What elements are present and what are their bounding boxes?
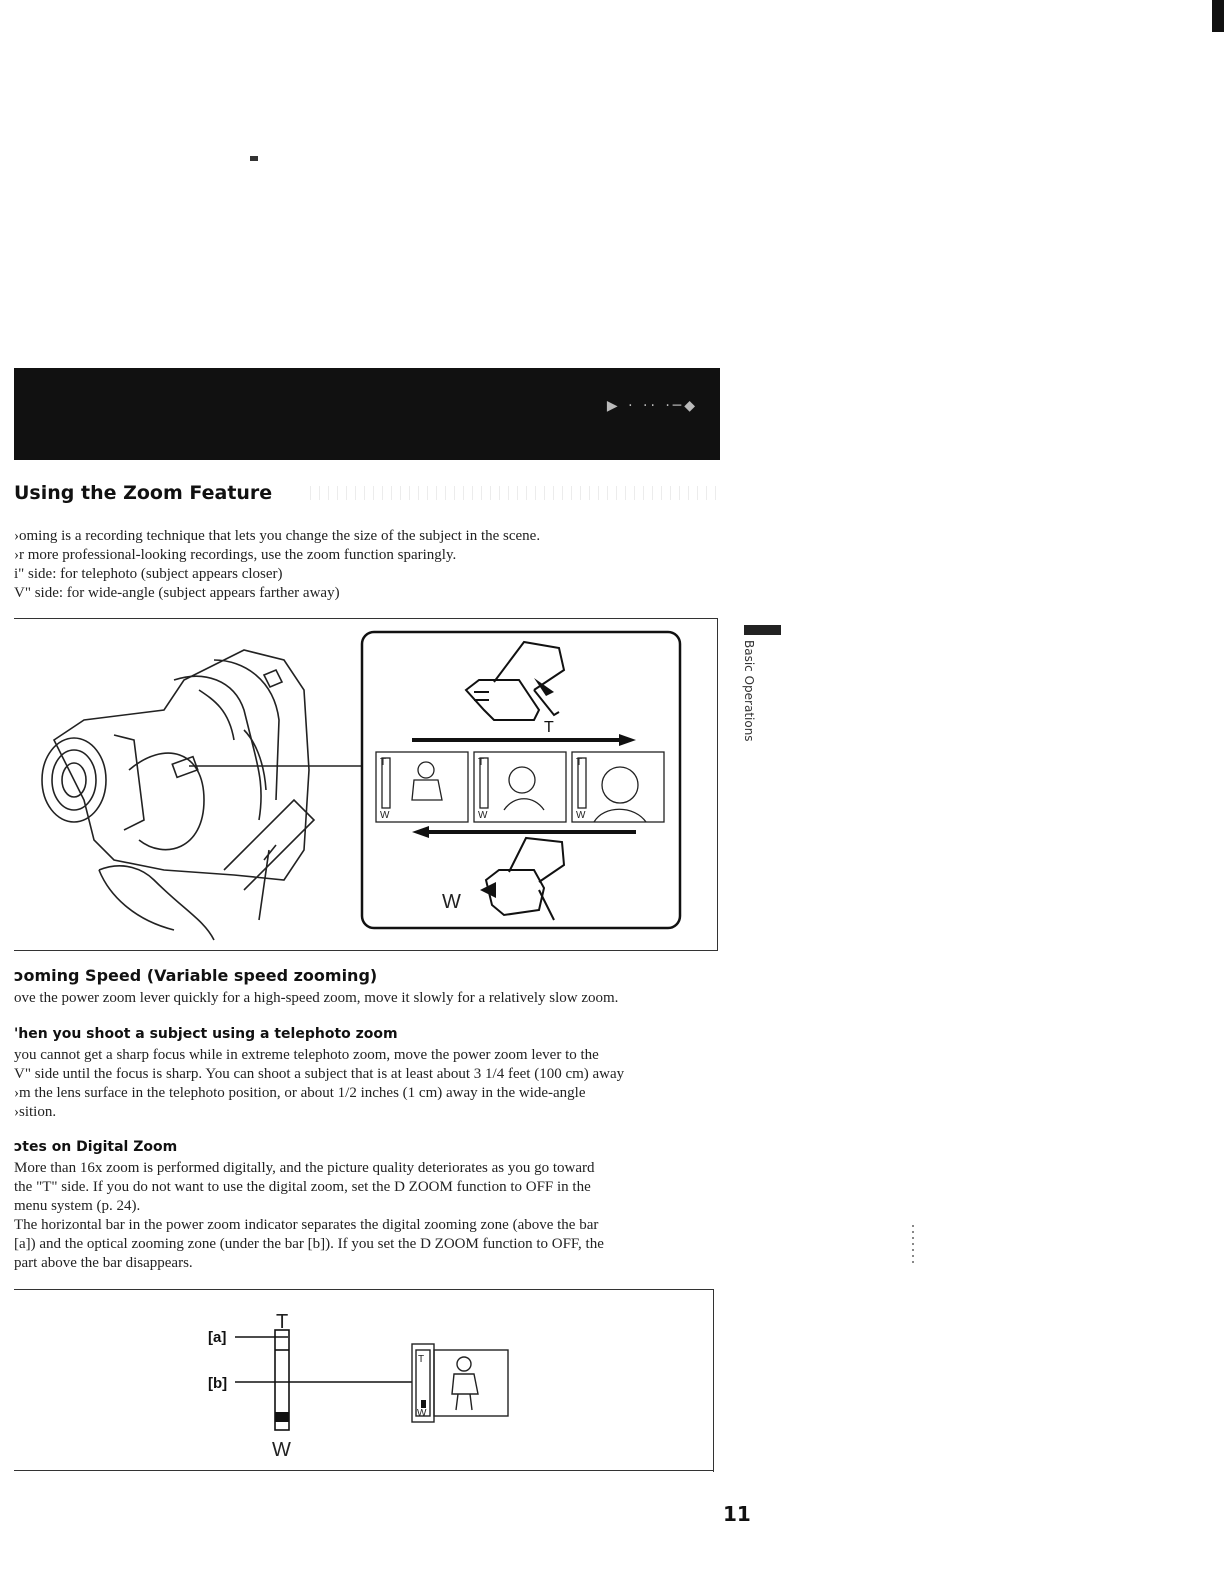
side-tab-marker <box>744 625 781 635</box>
zoom-indicator-figure <box>190 1300 530 1465</box>
figure2-bottom-rule <box>14 1470 714 1471</box>
intro-line: i" side: for telephoto (subject appears closer) <box>14 566 283 582</box>
side-tab-label: Basic Operations <box>742 640 756 742</box>
figure2-top-rule <box>14 1289 714 1290</box>
speed-text: ove the power zoom lever quickly for a high-speed zoom, move it slowly for a relatively slow zoom. <box>14 990 619 1006</box>
figure1-bottom-rule <box>14 950 718 951</box>
zoom-lever-panel <box>362 632 680 928</box>
title-rule-texture <box>310 486 720 500</box>
figure1-w-label: W <box>442 891 461 913</box>
scan-edge-mark <box>1212 0 1224 32</box>
telephoto-line: ›m the lens surface in the telephoto position, or about 1/2 inches (1 cm) away in the wide-angle <box>14 1085 586 1101</box>
panel-3-t: T <box>576 757 583 768</box>
scan-noise <box>912 1225 914 1265</box>
camcorder-illustration <box>42 650 314 940</box>
arrow-right-icon <box>619 734 636 746</box>
figure1-top-rule <box>14 618 718 619</box>
camcorder-zoom-figure <box>14 620 714 948</box>
intro-text <box>14 527 714 603</box>
panel-1-t: T <box>380 757 387 768</box>
digital-line: part above the bar disappears. <box>14 1255 193 1271</box>
banner-decoration: ▶ · ·· ·─◆ <box>606 398 698 414</box>
telephoto-text <box>14 1046 724 1122</box>
scan-speck <box>250 156 258 161</box>
intro-line: ›oming is a recording technique that lets you change the size of the subject in the scene. <box>14 528 541 544</box>
hand-pressing-w-illustration <box>486 838 564 920</box>
digital-line: the "T" side. If you do not want to use the digital zoom, set the D ZOOM function to OFF in the <box>14 1179 591 1195</box>
mini-zoom-marker <box>421 1400 426 1408</box>
viewfinder-panel <box>474 752 566 822</box>
mini-w-label: W <box>417 1408 427 1419</box>
viewfinder-panel <box>376 752 468 822</box>
label-b: [b] <box>208 1375 228 1392</box>
indicator-t-label: T <box>276 1311 289 1333</box>
indicator-w-label: W <box>272 1439 291 1461</box>
digital-line: [a]) and the optical zooming zone (under the bar [b]). If you set the D ZOOM function to OFF, the <box>14 1236 604 1252</box>
digital-line: The horizontal bar in the power zoom indicator separates the digital zooming zone (above the bar <box>14 1217 599 1233</box>
telephoto-line: ›sition. <box>14 1104 57 1120</box>
zoom-position-marker <box>275 1412 289 1422</box>
hand-pressing-t-illustration <box>466 642 564 720</box>
panel-3-w: W <box>576 810 586 821</box>
intro-line: ›r more professional-looking recordings, use the zoom function sparingly. <box>14 547 457 563</box>
panel-2-w: W <box>478 810 488 821</box>
digital-heading: ɔtes on Digital Zoom <box>14 1139 178 1155</box>
telephoto-heading: 'hen you shoot a subject using a telephoto zoom <box>14 1026 398 1042</box>
intro-line: V" side: for wide-angle (subject appears farther away) <box>14 585 340 601</box>
figure2-right-rule <box>713 1289 714 1472</box>
telephoto-line: you cannot get a sharp focus while in extreme telephoto zoom, move the power zoom lever to the <box>14 1047 599 1063</box>
digital-line: More than 16x zoom is performed digitally, and the picture quality deteriorates as you go toward <box>14 1160 595 1176</box>
digital-text <box>14 1159 724 1273</box>
figure1-right-rule <box>717 618 718 950</box>
speed-heading: ɔoming Speed (Variable speed zooming) <box>14 966 378 985</box>
telephoto-line: V" side until the focus is sharp. You can shoot a subject that is at least about 3 1/4 feet (100 cm) away <box>14 1066 625 1082</box>
page-title: Using the Zoom Feature <box>14 482 273 504</box>
arrow-left-icon <box>412 826 429 838</box>
panel-1-w: W <box>380 810 390 821</box>
viewfinder-panel <box>572 752 664 822</box>
digital-line: menu system (p. 24). <box>14 1198 141 1214</box>
panel-2-t: T <box>478 757 485 768</box>
page-number: 11 <box>723 1502 751 1526</box>
mini-t-label: T <box>418 1354 425 1365</box>
section-banner <box>14 368 720 460</box>
figure1-t-label: T <box>544 719 554 736</box>
label-a: [a] <box>208 1329 227 1346</box>
